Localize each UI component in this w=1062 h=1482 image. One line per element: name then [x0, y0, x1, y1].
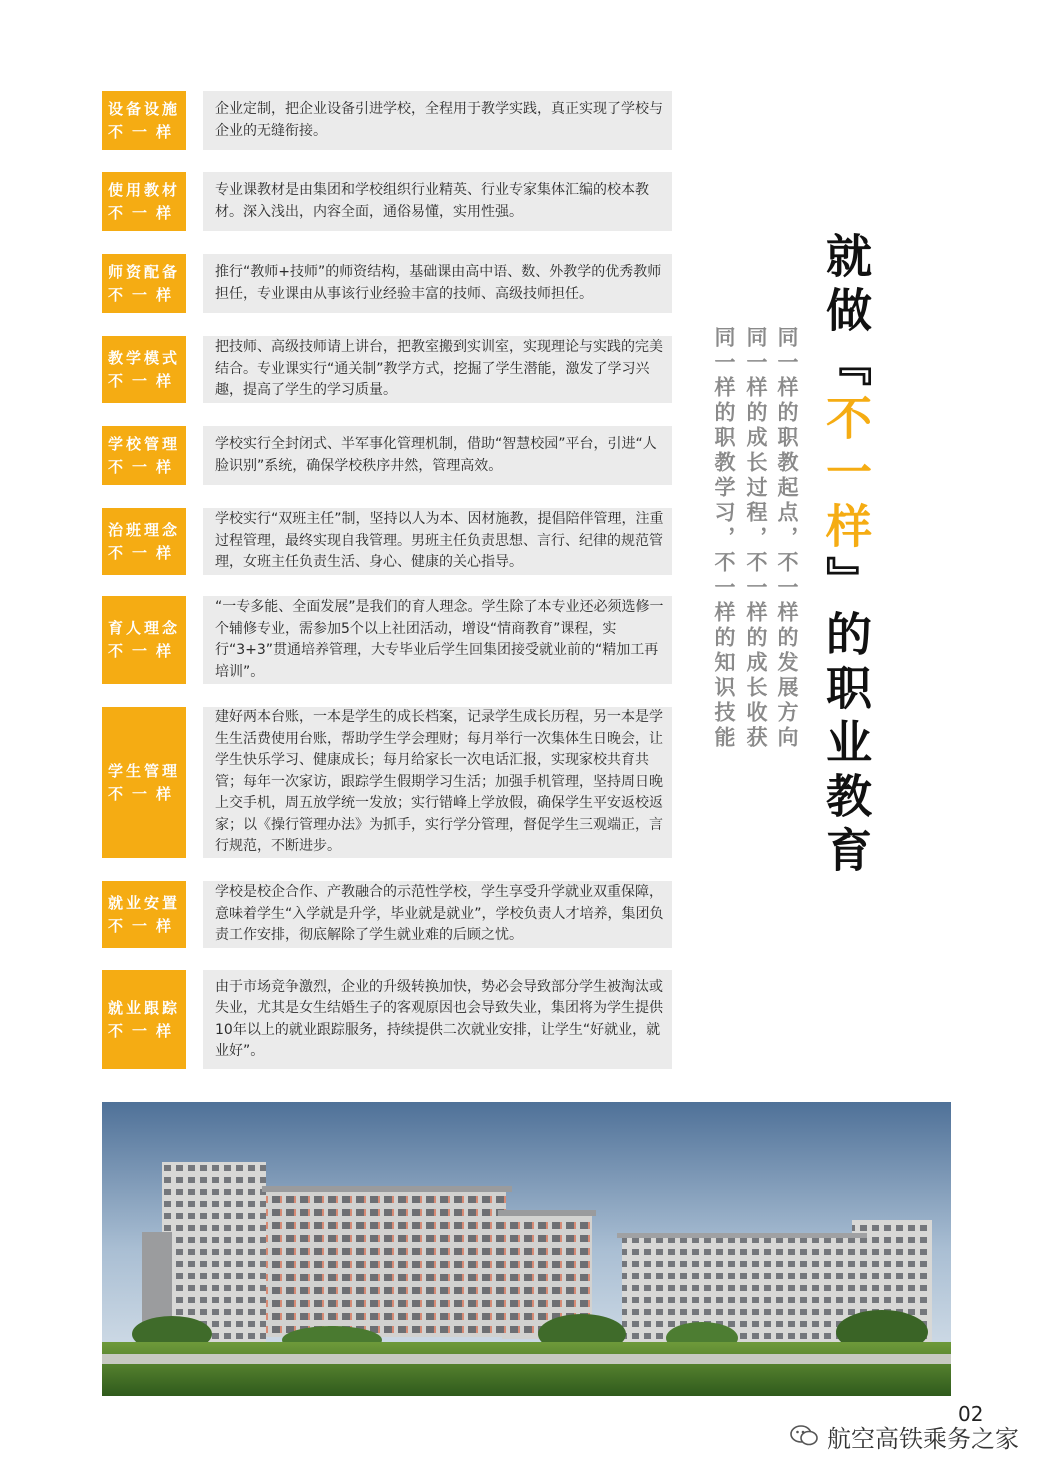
- slogan-column-1: 同一样的职教起点，不一样的发展方向: [775, 326, 799, 751]
- feature-tag: [102, 91, 186, 150]
- tag-line2: 不一样: [107, 203, 180, 222]
- description-text: “一专多能、全面发展”是我们的育人理念。学生除了本专业还必须选修一个辅修专业，需参加5个以上社团活动，增设“情商教育”课程，实行“3+3”贯通培养管理，大专毕业后学生回集团接受就业前的“精加工再培训”。: [215, 599, 664, 680]
- feature-row: [102, 91, 672, 150]
- tag-line2: 不一样: [107, 1021, 180, 1040]
- tag-line1: 治班理念: [107, 520, 180, 539]
- description-text: 学校是校企合作、产教融合的示范性学校，学生享受升学就业双重保障，意味着学生“入学就是升学，毕业就是就业”，学校负责人才培养，集团负责工作安排，彻底解除了学生就业难的后顾之忧。: [215, 884, 664, 944]
- feature-tag: [102, 172, 186, 231]
- feature-tag: [102, 596, 186, 684]
- tag-line1: 使用教材: [107, 180, 180, 199]
- title-highlight: 不一样: [819, 394, 873, 556]
- tag-line2: 不一样: [107, 642, 180, 660]
- title-post: 』的职业教育: [819, 556, 873, 880]
- feature-description: [203, 596, 672, 684]
- feature-tag: [102, 336, 186, 403]
- description-text: 企业定制，把企业设备引进学校，全程用于教学实践，真正实现了学校与企业的无缝衔接。: [215, 101, 663, 139]
- feature-description: [203, 336, 672, 403]
- brand-name: 航空高铁乘务之家: [827, 1424, 1019, 1453]
- tag-line1: 育人理念: [107, 619, 180, 637]
- feature-row: [102, 707, 672, 858]
- campus-illustration: [102, 1102, 951, 1396]
- tag-line2: 不一样: [107, 371, 180, 390]
- description-text: 建好两本台账，一本是学生的成长档案，记录学生成长历程，另一本是学生生活费使用台账，帮助学生学会理财；每月举行一次集体生日晚会，让学生快乐学习、健康成长；每月给家长一次电话汇报，实现家校共育共管；每年一次家访，跟踪学生假期学习生活；加强手机管理，坚持周日晚上交手机，周五放学统一发放；实行错峰上学放假，确保学生平安返校返家；以《操行管理办法》为抓手，实行学分管理，督促学生三观端正，言行规范，不断进步。: [215, 709, 663, 855]
- feature-tag: [102, 707, 186, 858]
- page-title: [812, 232, 876, 880]
- feature-description: [203, 508, 672, 575]
- feature-tag: [102, 970, 186, 1069]
- feature-tag: [102, 426, 186, 485]
- tag-line2: 不一样: [107, 543, 180, 562]
- feature-row: [102, 596, 672, 684]
- tag-line1: 就业跟踪: [107, 998, 180, 1017]
- description-text: 学校实行“双班主任”制，坚持以人为本、因材施教，提倡陪伴管理，注重过程管理，最终实现自我管理。男班主任负责思想、言行、纪律的规范管理，女班主任负责生活、身心、健康的关心指导。: [215, 511, 664, 571]
- wechat-icon: [789, 1423, 819, 1449]
- feature-row: [102, 172, 672, 231]
- slogan-column-2: 同一样的成长过程，不一样的成长收获: [744, 326, 768, 751]
- tag-line1: 师资配备: [107, 262, 180, 281]
- tag-line2: 不一样: [107, 784, 180, 803]
- feature-description: [203, 426, 672, 485]
- feature-row: [102, 426, 672, 485]
- description-text: 学校实行全封闭式、半军事化管理机制，借助“智慧校园”平台，引进“人脸识别”系统，确保学校秩序井然，管理高效。: [215, 436, 657, 474]
- feature-description: [203, 970, 672, 1069]
- feature-description: [203, 881, 672, 948]
- feature-row: [102, 970, 672, 1069]
- tag-line1: 学生管理: [107, 761, 180, 780]
- brand-watermark: [789, 1420, 1019, 1452]
- tag-line1: 设备设施: [107, 99, 180, 118]
- feature-row: [102, 881, 672, 948]
- description-text: 由于市场竞争激烈，企业的升级转换加快，势必会导致部分学生被淘汰或失业，尤其是女生结婚生子的客观原因也会导致失业，集团将为学生提供10年以上的就业跟踪服务，持续提供二次就业安排，让学生“好就业，就业好”。: [215, 978, 663, 1059]
- slogan-column-3: 同一样的职教学习，不一样的知识技能: [712, 326, 736, 751]
- feature-tag: [102, 508, 186, 575]
- description-text: 专业课教材是由集团和学校组织行业精英、行业专家集体汇编的校本教材。深入浅出，内容全面，通俗易懂，实用性强。: [215, 182, 649, 220]
- description-text: 把技师、高级技师请上讲台，把教室搬到实训室，实现理论与实践的完美结合。专业课实行“通关制”教学方式，挖掘了学生潜能，激发了学习兴趣，提高了学生的学习质量。: [215, 339, 663, 399]
- tag-line2: 不一样: [107, 285, 180, 304]
- feature-tag: [102, 254, 186, 313]
- tag-line2: 不一样: [107, 916, 180, 935]
- tag-line2: 不一样: [107, 457, 180, 476]
- feature-description: [203, 91, 672, 150]
- tag-line2: 不一样: [107, 122, 180, 141]
- feature-tag: [102, 881, 186, 948]
- description-text: 推行“教师+技师”的师资结构，基础课由高中语、数、外教学的优秀教师担任，专业课由从事该行业经验丰富的技师、高级技师担任。: [215, 264, 662, 302]
- tag-line1: 就业安置: [107, 893, 180, 912]
- campus-photo: [102, 1102, 951, 1396]
- feature-row: [102, 254, 672, 313]
- tag-line1: 学校管理: [107, 434, 180, 453]
- tag-line1: 教学模式: [107, 348, 180, 367]
- feature-description: [203, 707, 672, 858]
- page-number: 02: [958, 1402, 984, 1426]
- feature-row: [102, 508, 672, 575]
- feature-description: [203, 172, 672, 231]
- feature-row: [102, 336, 672, 403]
- feature-description: [203, 254, 672, 313]
- title-pre: 就做『: [819, 232, 873, 394]
